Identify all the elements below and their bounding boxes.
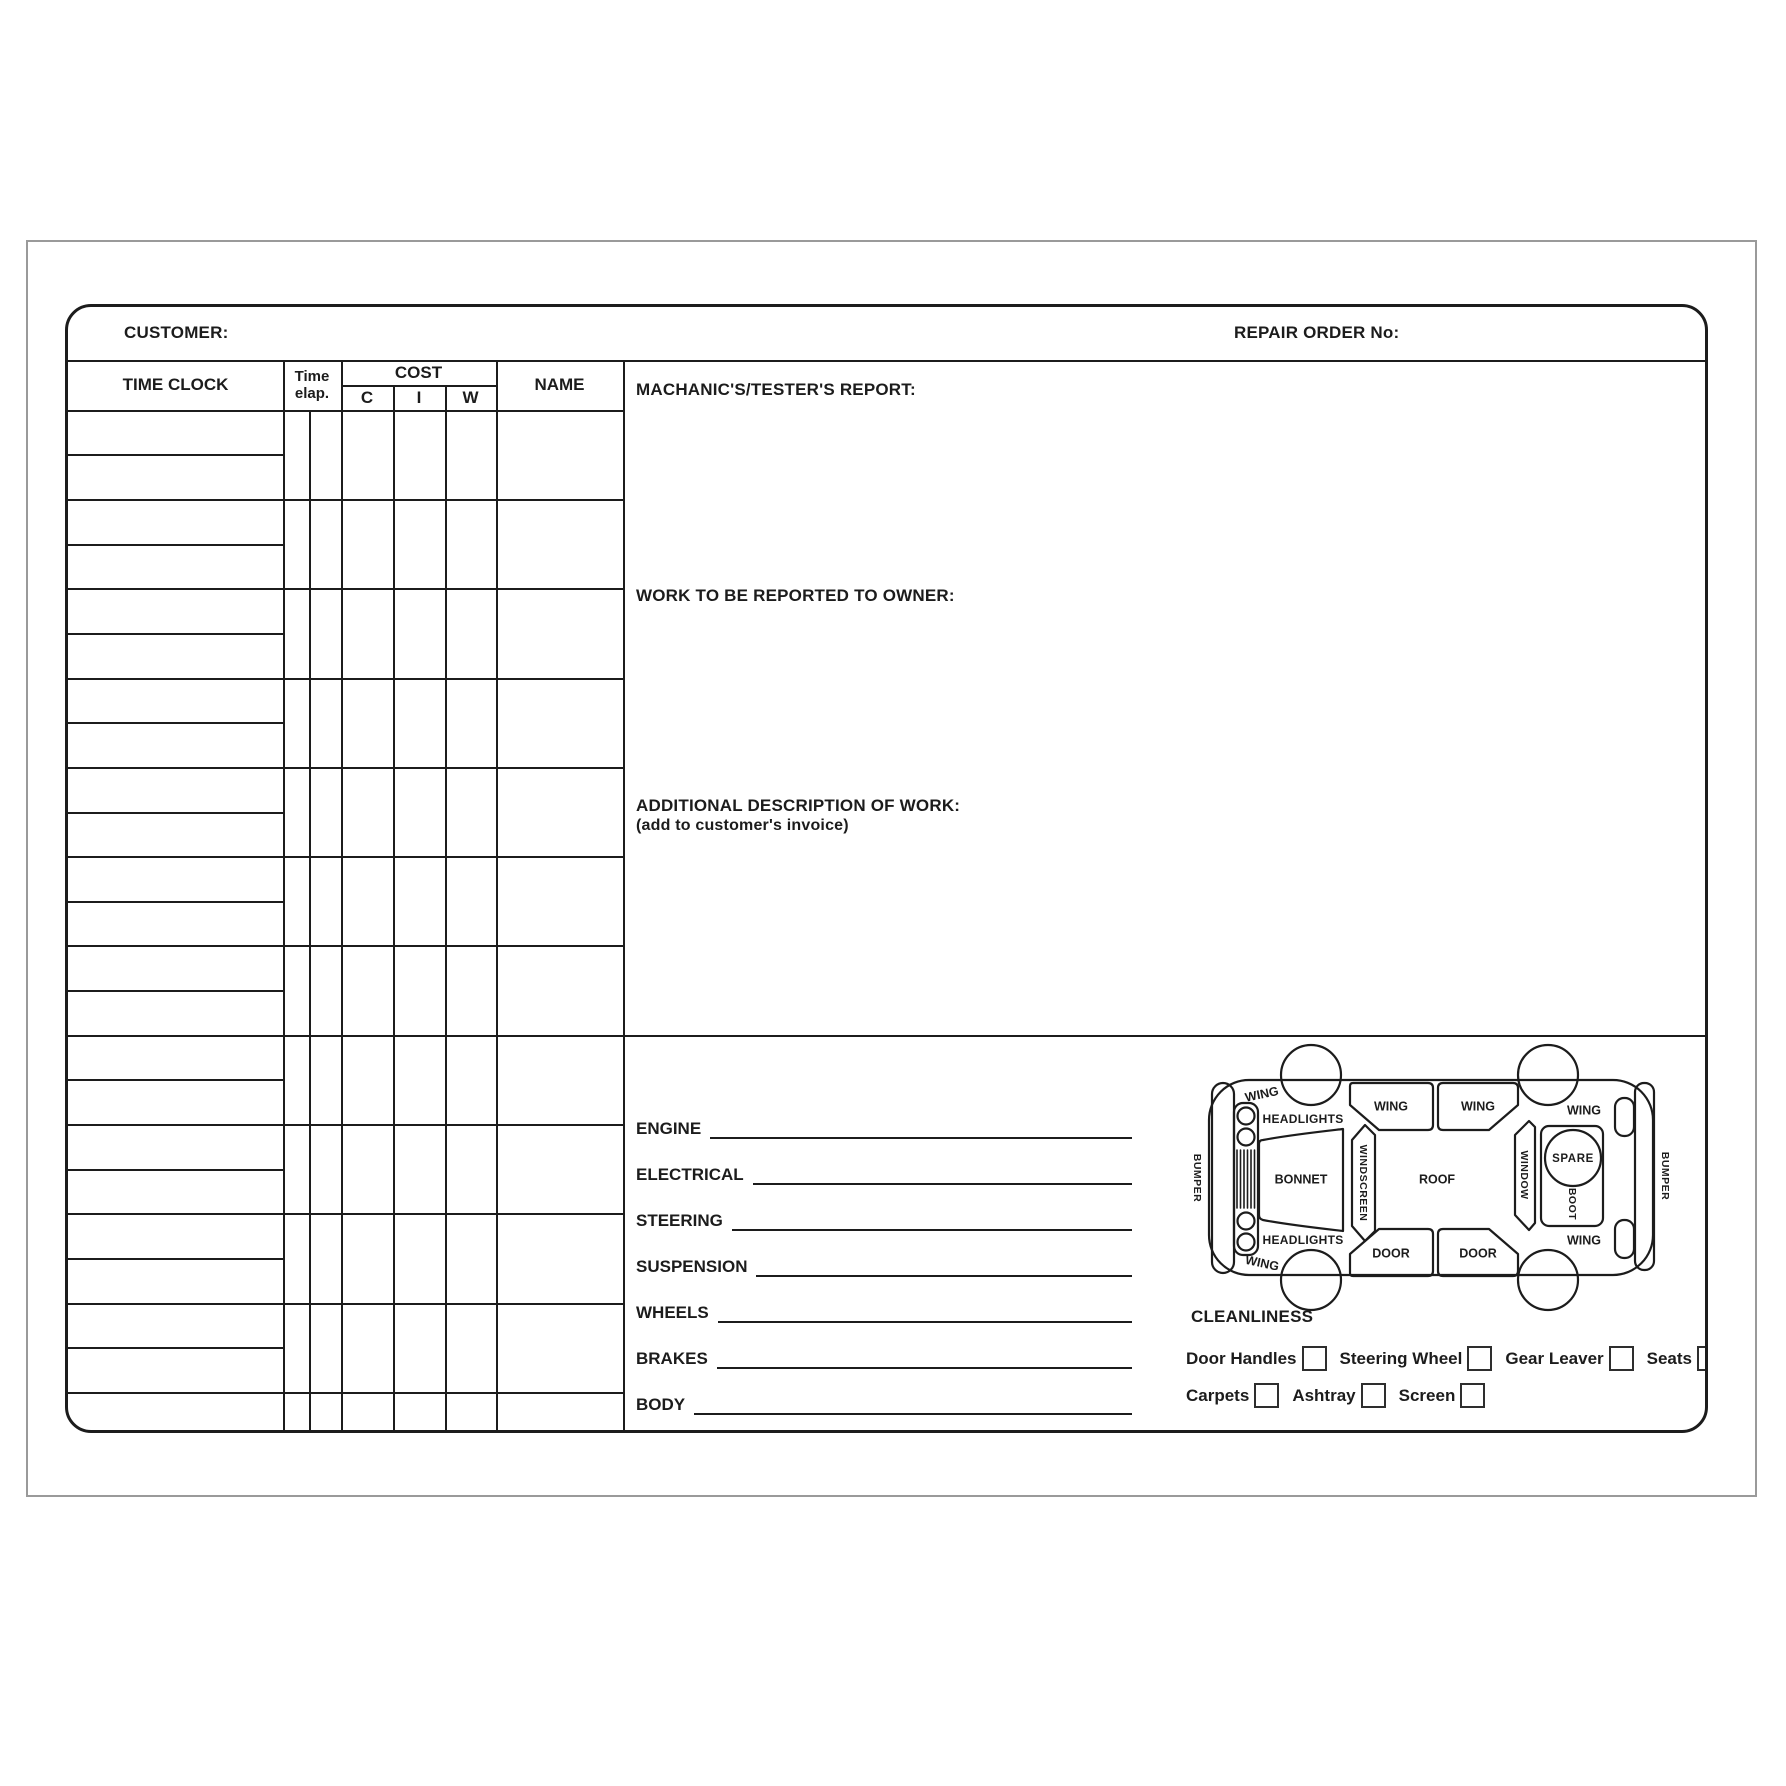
additional-work-note: (add to customer's invoice) [636, 817, 849, 834]
headlight-lamp-icon [1238, 1213, 1255, 1230]
repair-order-form [65, 304, 1708, 1433]
gridline-v [393, 385, 395, 1430]
cleanliness-label-steering-wheel: Steering Wheel [1339, 1348, 1463, 1368]
checklist-label: WHEELS [636, 1303, 709, 1322]
work-reported-label: WORK TO BE REPORTED TO OWNER: [636, 586, 955, 605]
gridline-half [68, 722, 283, 724]
cleanliness-label-gear-leaver: Gear Leaver [1505, 1348, 1604, 1368]
car-label-wing-panel-right: WING [1460, 1099, 1496, 1114]
column-header-time-clock: TIME CLOCK [122, 375, 229, 394]
cleanliness-row-2 [1186, 1383, 1485, 1408]
fill-in-line[interactable] [717, 1366, 1132, 1369]
gridline-half [68, 633, 283, 635]
checkbox-carpets[interactable] [1254, 1383, 1279, 1408]
car-label-wing-rear-top: WING [1566, 1103, 1602, 1118]
fill-in-line[interactable] [710, 1136, 1132, 1139]
cleanliness-title: CLEANLINESS [1191, 1307, 1314, 1326]
cleanliness-label-ashtray: Ashtray [1292, 1385, 1356, 1405]
gridline-v [496, 360, 498, 1430]
gridline-half [68, 812, 283, 814]
wheel-rear-left-icon [1518, 1045, 1578, 1105]
car-diagram [1181, 1043, 1708, 1313]
fill-in-line[interactable] [756, 1274, 1132, 1277]
column-header-name: NAME [534, 375, 585, 394]
car-label-wing-front-top: WING [1243, 1083, 1280, 1105]
gridline-v [309, 410, 311, 1430]
gridline-half [68, 1258, 283, 1260]
gridline-h [341, 385, 496, 387]
gridline-h [68, 410, 623, 412]
car-label-roof: ROOF [1418, 1172, 1456, 1187]
checkbox-gear-leaver[interactable] [1609, 1346, 1634, 1371]
car-label-windscreen: WINDSCREEN [1357, 1144, 1370, 1222]
gridline-half [68, 901, 283, 903]
checkbox-screen[interactable] [1460, 1383, 1485, 1408]
column-header-cost-c: C [360, 387, 374, 407]
gridline-h [68, 588, 623, 590]
gridline-half [68, 544, 283, 546]
column-header-cost-i: I [416, 387, 422, 407]
gridline-v [623, 360, 625, 1430]
section-divider [68, 1035, 1705, 1037]
checklist-label: ENGINE [636, 1119, 702, 1138]
car-label-door-right: DOOR [1459, 1246, 1497, 1261]
headlight-lamp-icon [1238, 1129, 1255, 1146]
car-label-spare: SPARE [1552, 1153, 1594, 1166]
car-label-window: WINDOW [1518, 1150, 1531, 1200]
column-header-cost: COST [394, 362, 443, 382]
fill-in-line[interactable] [732, 1228, 1132, 1231]
gridline-h [68, 499, 623, 501]
tail-light-icon [1615, 1220, 1634, 1258]
car-label-wing-panel-left: WING [1373, 1099, 1409, 1114]
headlight-lamp-icon [1238, 1234, 1255, 1251]
fill-in-line[interactable] [753, 1182, 1132, 1185]
car-label-wing-rear-bottom: WING [1566, 1233, 1602, 1248]
column-header-time-elapsed: Time elap. [294, 368, 330, 402]
gridline-h [68, 1124, 623, 1126]
gridline-half [68, 1347, 283, 1349]
customer-label: CUSTOMER: [124, 323, 229, 342]
gridline-h [68, 856, 623, 858]
cleanliness-label-screen: Screen [1398, 1385, 1456, 1405]
checklist-label: ELECTRICAL [636, 1165, 744, 1184]
cleanliness-label-carpets: Carpets [1186, 1385, 1250, 1405]
car-label-headlights-bottom: HEADLIGHTS [1262, 1233, 1344, 1248]
fill-in-line[interactable] [694, 1412, 1132, 1415]
checklist-row-wheels [636, 1301, 1132, 1323]
checklist-label: STEERING [636, 1211, 723, 1230]
car-label-headlights-top: HEADLIGHTS [1262, 1112, 1344, 1127]
car-label-wing-front-bottom: WING [1244, 1252, 1281, 1274]
car-label-boot: BOOT [1566, 1187, 1579, 1221]
gridline-h [68, 1213, 623, 1215]
car-label-bonnet: BONNET [1274, 1172, 1328, 1187]
gridline-h [68, 767, 623, 769]
gridline-v [341, 360, 343, 1430]
cleanliness-label-door-handles: Door Handles [1186, 1348, 1297, 1368]
checkbox-door-handles[interactable] [1302, 1346, 1327, 1371]
checklist-row-suspension [636, 1255, 1132, 1277]
wheel-front-left-icon [1281, 1045, 1341, 1105]
wheel-front-right-icon [1281, 1250, 1341, 1310]
grille-icon [1237, 1150, 1255, 1208]
gridline-h [68, 1392, 623, 1394]
mechanic-report-label: MACHANIC'S/TESTER'S REPORT: [636, 380, 916, 399]
gridline-half [68, 454, 283, 456]
gridline-half [68, 1169, 283, 1171]
checkbox-seats[interactable] [1697, 1346, 1708, 1371]
gridline-h [68, 678, 623, 680]
gridline-h [68, 1303, 623, 1305]
headlight-lamp-icon [1238, 1108, 1255, 1125]
front-bumper-icon [1212, 1083, 1234, 1273]
wheel-rear-right-icon [1518, 1250, 1578, 1310]
gridline-v [283, 360, 285, 1430]
checklist-label: SUSPENSION [636, 1257, 748, 1276]
cleanliness-label-seats: Seats [1646, 1348, 1693, 1368]
column-header-cost-w: W [462, 387, 479, 407]
checklist-row-electrical [636, 1163, 1132, 1185]
car-label-door-left: DOOR [1372, 1246, 1410, 1261]
checkbox-steering-wheel[interactable] [1467, 1346, 1492, 1371]
fill-in-line[interactable] [718, 1320, 1132, 1323]
cleanliness-row-1 [1186, 1346, 1708, 1371]
checklist-row-engine [636, 1117, 1132, 1139]
checklist-label: BRAKES [636, 1349, 708, 1368]
gridline-v [445, 385, 447, 1430]
tail-light-icon [1615, 1098, 1634, 1136]
car-label-bumper-rear: BUMPER [1659, 1151, 1672, 1201]
checklist-row-steering [636, 1209, 1132, 1231]
gridline-half [68, 1079, 283, 1081]
checkbox-ashtray[interactable] [1361, 1383, 1386, 1408]
gridline-h [68, 945, 623, 947]
checklist-row-body [636, 1393, 1132, 1415]
checklist-row-brakes [636, 1347, 1132, 1369]
additional-work-label: ADDITIONAL DESCRIPTION OF WORK: [636, 796, 961, 815]
checklist-label: BODY [636, 1395, 686, 1414]
gridline-half [68, 990, 283, 992]
car-label-bumper-front: BUMPER [1191, 1153, 1204, 1203]
repair-order-label: REPAIR ORDER No: [1234, 323, 1400, 342]
